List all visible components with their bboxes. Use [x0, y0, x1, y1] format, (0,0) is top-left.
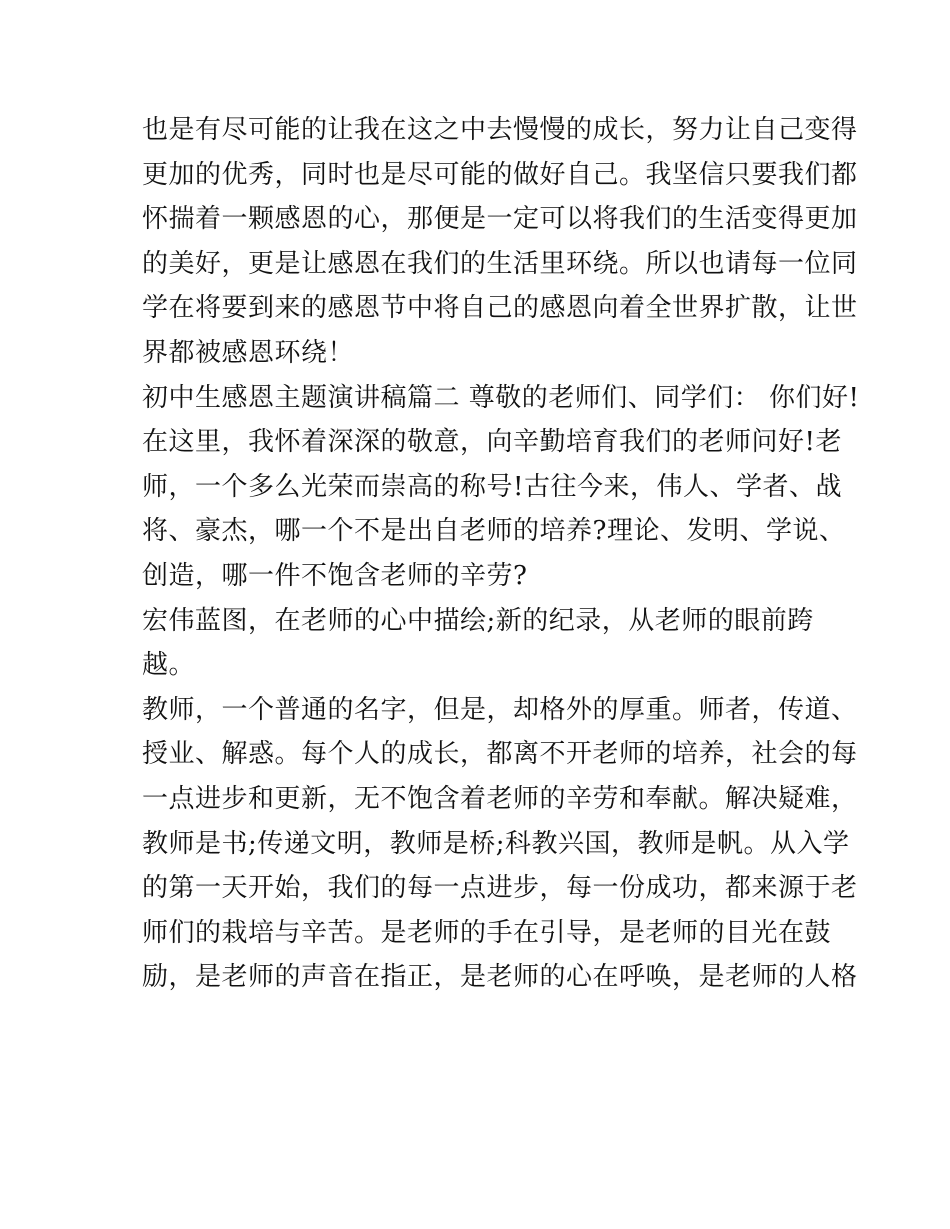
text-line: 一点进步和更新，无不饱含着老师的辛劳和奉献。解决疑难， [142, 783, 858, 814]
text-line: 更加的优秀，同时也是尽可能的做好自己。我坚信只要我们都 [142, 159, 858, 190]
text-line: 将、豪杰，哪一个不是出自老师的培养?理论、发明、学说、 [142, 516, 846, 547]
text-line: 教师，一个普通的名字，但是，却格外的厚重。师者，传道、 [142, 694, 858, 725]
text-line: 怀揣着一颗感恩的心，那便是一定可以将我们的生活变得更加 [142, 204, 858, 235]
text-line: 的第一天开始，我们的每一点进步，每一份成功，都来源于老 [142, 873, 858, 904]
document-body [142, 108, 860, 1000]
text-line: 授业、解惑。每个人的成长，都离不开老师的培养，社会的每 [142, 739, 858, 770]
text-line: 的美好，更是让感恩在我们的生活里环绕。所以也请每一位同 [142, 248, 858, 279]
section-heading-line: 初中生感恩主题演讲稿篇二 尊敬的老师们、同学们： 你们好! [142, 382, 860, 413]
text-line: 越。 [142, 650, 196, 681]
text-line: 界都被感恩环绕！ [142, 337, 355, 368]
text-line: 教师是书;传递文明，教师是桥;科教兴国，教师是帆。从入学 [142, 828, 850, 859]
text-line: 在这里，我怀着深深的敬意，向辛勤培育我们的老师问好!老 [142, 427, 842, 458]
text-line: 创造，哪一件不饱含老师的辛劳? [142, 560, 528, 591]
text-line: 师，一个多么光荣而崇高的称号!古往今来，伟人、学者、战 [142, 471, 842, 502]
text-line: 师们的栽培与辛苦。是老师的手在引导，是老师的目光在鼓 [142, 917, 832, 948]
text-line: 也是有尽可能的让我在这之中去慢慢的成长，努力让自己变得 [142, 115, 858, 145]
text-line: 宏伟蓝图，在老师的心中描绘;新的纪录，从老师的眼前跨 [142, 605, 814, 636]
text-line: 励，是老师的声音在指正，是老师的心在呼唤，是老师的人格 [142, 962, 858, 993]
text-line: 学在将要到来的感恩节中将自己的感恩向着全世界扩散，让世 [142, 293, 858, 324]
